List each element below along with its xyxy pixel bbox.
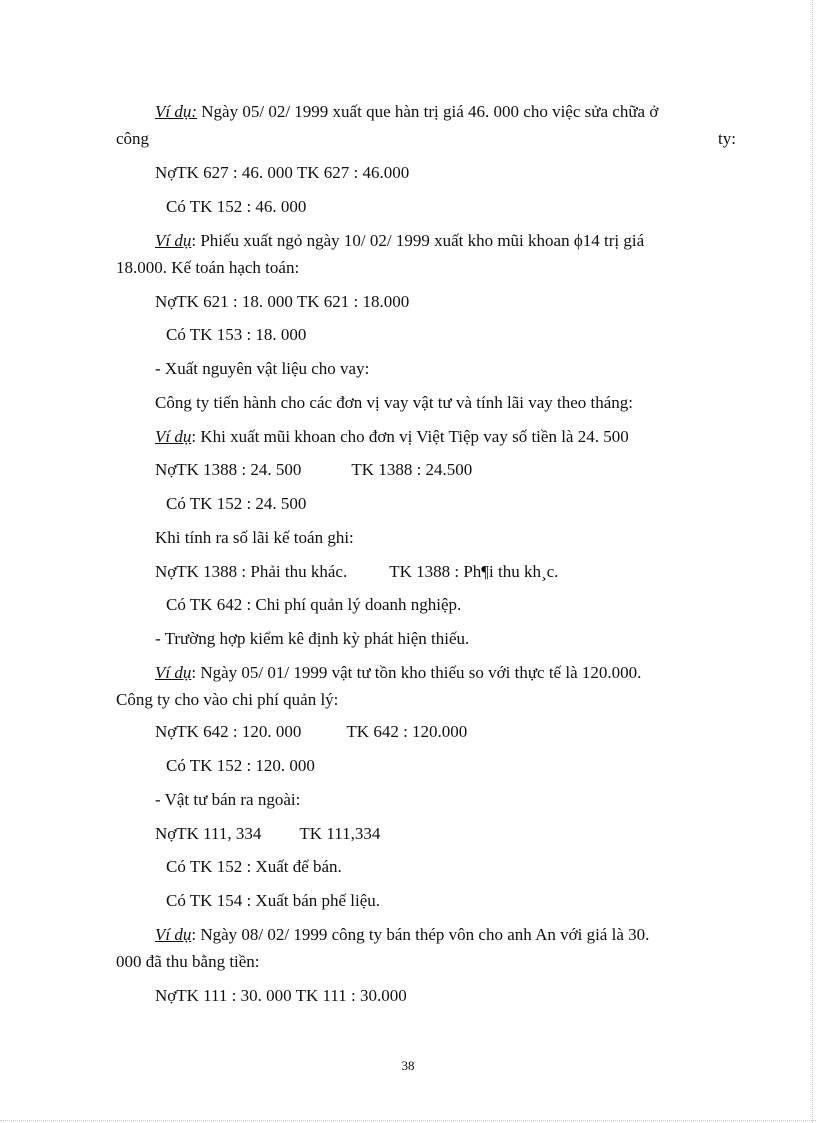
entry-credit: Có TK 152 : 46. 000 xyxy=(166,197,307,216)
entry-credit: Có TK 152 : 24. 500 xyxy=(166,494,307,513)
example-4-line xyxy=(155,662,641,684)
continuation-right: ty: xyxy=(718,129,736,148)
example-3-line xyxy=(155,426,629,448)
example-1-text: Ngày 05/ 02/ 1999 xuất que hàn trị giá 46. 000 cho việc sửa chữa ở xyxy=(197,102,659,121)
debit-left: NợTK 642 : 120. 000 xyxy=(155,722,302,741)
section-heading: - Vật tư bán ra ngoài: xyxy=(155,790,301,809)
section-heading: - Trường hợp kiểm kê định kỳ phát hiện thiếu. xyxy=(155,629,470,648)
entry-credit: Có TK 154 : Xuất bán phế liệu. xyxy=(166,891,381,910)
example-1-line xyxy=(155,101,658,123)
entry-debit-row xyxy=(155,721,467,743)
paragraph: Khi tính ra số lãi kế toán ghi: xyxy=(155,528,354,547)
paragraph: Công ty tiến hành cho các đơn vị vay vật tư và tính lãi vay theo tháng: xyxy=(155,393,634,412)
section-heading: - Xuất nguyên vật liệu cho vay: xyxy=(155,359,370,378)
example-2-line xyxy=(155,230,644,252)
entry-debit-row xyxy=(155,561,558,583)
entry-credit: Có TK 152 : 120. 000 xyxy=(166,756,315,775)
entry-debit-row xyxy=(155,823,380,845)
example-5-continuation: 000 đã thu bằng tiền: xyxy=(116,952,260,971)
entry-credit: Có TK 153 : 18. 000 xyxy=(166,325,307,344)
example-4-continuation: Công ty cho vào chi phí quản lý: xyxy=(116,690,339,709)
example-1-continuation xyxy=(116,128,736,150)
page-number: 38 xyxy=(401,1058,415,1073)
debit-right: TK 111,334 xyxy=(299,824,381,843)
debit-right: TK 1388 : Ph¶i thu kh¸c. xyxy=(389,562,559,581)
example-5-text: : Ngày 08/ 02/ 1999 công ty bán thép vôn cho anh An với giá là 30. xyxy=(191,925,650,944)
example-label: Ví dụ xyxy=(155,427,192,446)
debit-left: NợTK 1388 : 24. 500 xyxy=(155,460,302,479)
example-5-line xyxy=(155,924,649,946)
debit-right: TK 642 : 120.000 xyxy=(346,722,468,741)
example-2-text: : Phiếu xuất ngỏ ngày 10/ 02/ 1999 xuất kho mũi khoan ϕ14 trị giá xyxy=(191,231,645,250)
entry-debit: NợTK 621 : 18. 000 TK 621 : 18.000 xyxy=(155,292,410,311)
entry-debit-row xyxy=(155,459,472,481)
debit-left: NợTK 1388 : Phải thu khác. xyxy=(155,562,348,581)
example-3-text: : Khi xuất mũi khoan cho đơn vị Việt Tiệp vay số tiền là 24. 500 xyxy=(191,427,629,446)
entry-credit: Có TK 152 : Xuất để bán. xyxy=(166,857,342,876)
example-label: Ví dụ: xyxy=(155,102,198,121)
example-label: Ví dụ xyxy=(155,231,192,250)
page-right-border xyxy=(812,0,813,1123)
page-bottom-border xyxy=(0,1120,816,1121)
example-label: Ví dụ xyxy=(155,663,192,682)
entry-debit: NợTK 111 : 30. 000 TK 111 : 30.000 xyxy=(155,986,407,1005)
example-4-text: : Ngày 05/ 01/ 1999 vật tư tồn kho thiếu so với thực tế là 120.000. xyxy=(191,663,642,682)
entry-credit: Có TK 642 : Chi phí quản lý doanh nghiệp. xyxy=(166,595,462,614)
entry-debit: NợTK 627 : 46. 000 TK 627 : 46.000 xyxy=(155,163,410,182)
debit-left: NợTK 111, 334 xyxy=(155,824,262,843)
continuation-left: công xyxy=(116,129,150,148)
debit-right: TK 1388 : 24.500 xyxy=(351,460,473,479)
example-label: Ví dụ xyxy=(155,925,192,944)
example-2-continuation: 18.000. Kế toán hạch toán: xyxy=(116,258,300,277)
